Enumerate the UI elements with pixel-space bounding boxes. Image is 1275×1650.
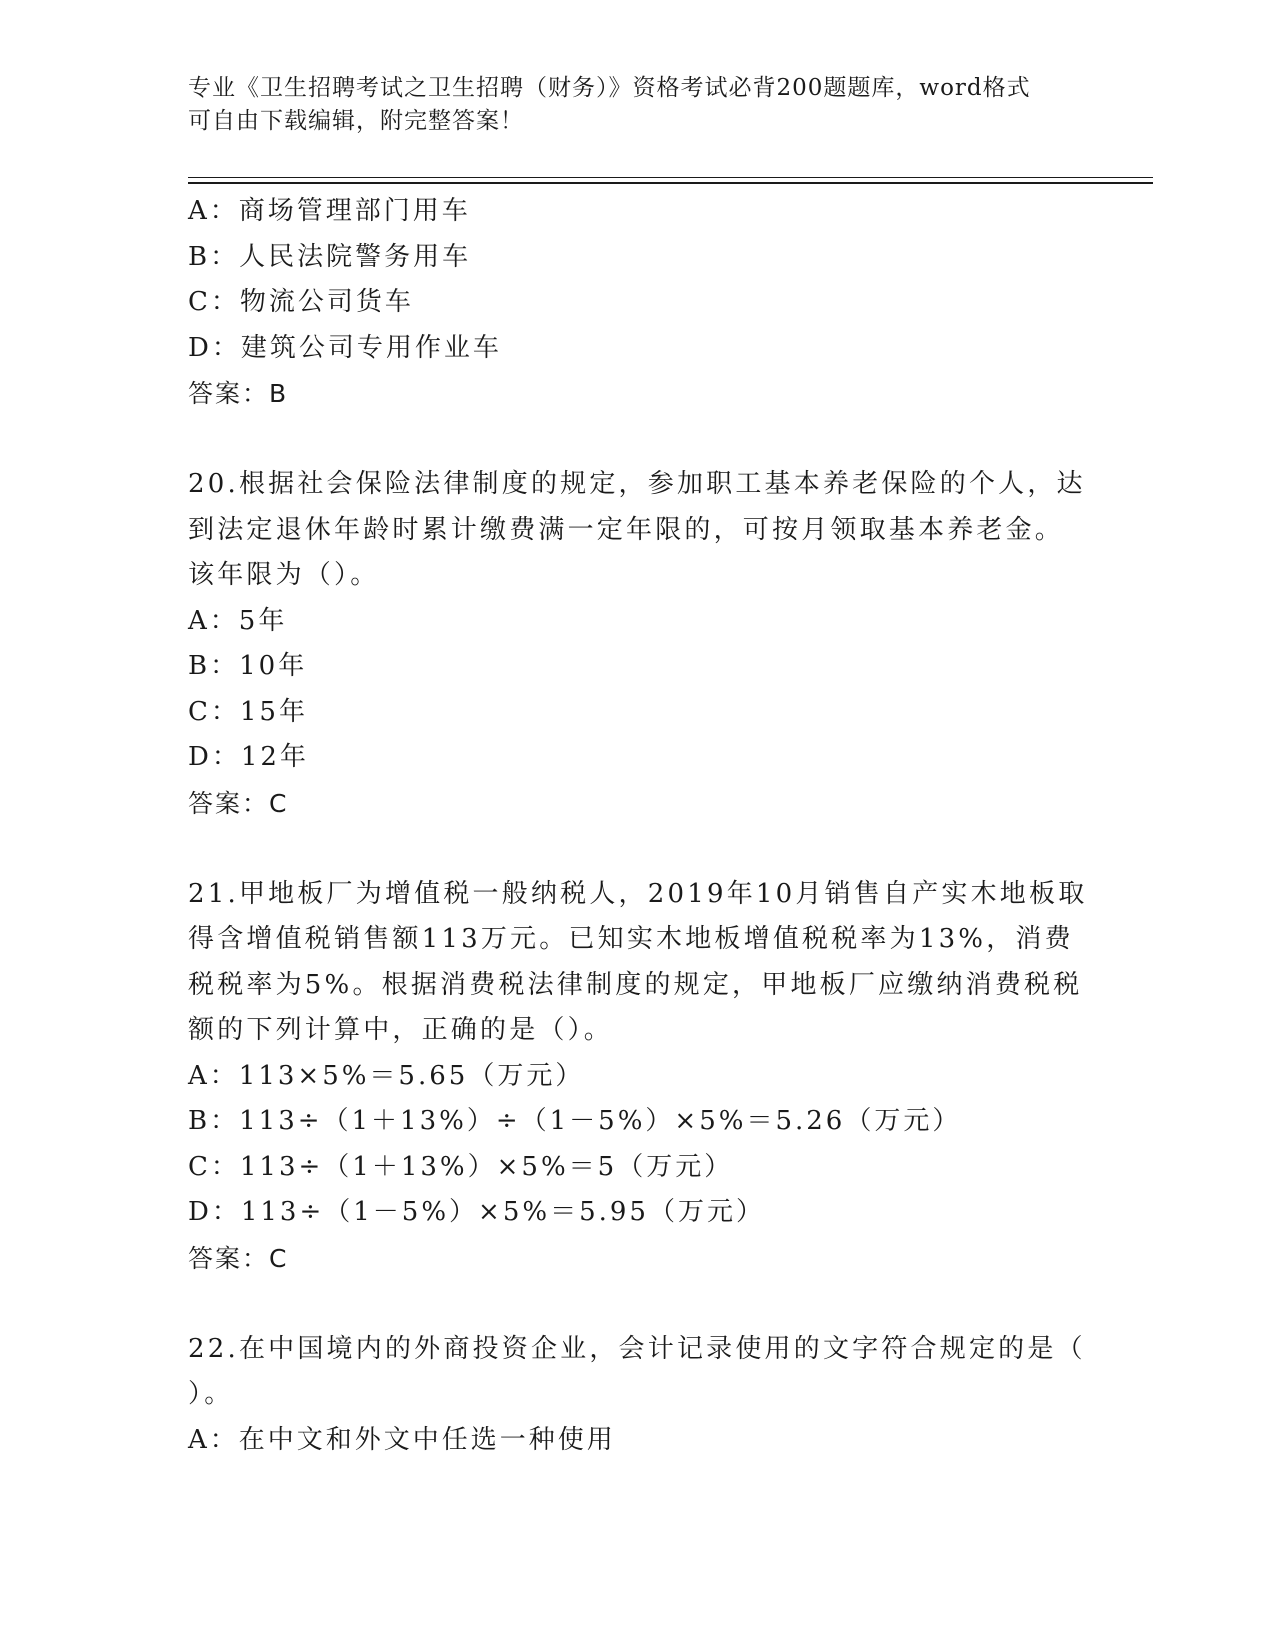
question-stem xyxy=(188,1327,1088,1418)
document-header xyxy=(188,72,1068,138)
option-c: C：物流公司货车 xyxy=(188,287,414,317)
answer-line: 答案：C xyxy=(188,1243,289,1273)
stem-line: 22.在中国境内的外商投资企业，会计记录使用的文字符合规定的是（ xyxy=(188,1333,1086,1364)
option-b: B：10年 xyxy=(188,651,308,681)
question-21 xyxy=(188,872,1088,1282)
option-d: D：建筑公司专用作业车 xyxy=(188,332,502,363)
header-divider-thin xyxy=(188,177,1153,178)
option-a: A：商场管理部门用车 xyxy=(188,196,471,226)
stem-line: 21.甲地板厂为增值税一般纳税人，2019年10月销售自产实木地板取 xyxy=(188,878,1088,909)
answer-line: 答案：B xyxy=(188,379,289,408)
option-d: D：113÷（1－5%）×5%＝5.95（万元） xyxy=(188,1197,765,1227)
stem-line: 该年限为（）。 xyxy=(188,560,380,590)
question-stem xyxy=(188,872,1088,1054)
question-stem xyxy=(188,462,1088,599)
option-c: C：15年 xyxy=(188,696,308,727)
stem-line: 20.根据社会保险法律制度的规定，参加职工基本养老保险的个人，达 xyxy=(188,469,1086,499)
spacer xyxy=(188,1281,1088,1327)
stem-line: 得含增值税销售额113万元。已知实木地板增值税税率为13%，消费 xyxy=(188,924,1074,954)
header-line-1: 专业《卫生招聘考试之卫生招聘（财务）》资格考试必背200题题库，word格式 xyxy=(188,75,1031,101)
stem-line: 额的下列计算中，正确的是（）。 xyxy=(188,1015,614,1045)
stem-line: 到法定退休年龄时累计缴费满一定年限的，可按月领取基本养老金。 xyxy=(188,514,1065,545)
spacer xyxy=(188,826,1088,872)
option-b: B：人民法院警务用车 xyxy=(188,241,472,272)
document-body xyxy=(188,189,1088,1463)
option-a: A：在中文和外文中任选一种使用 xyxy=(188,1424,616,1455)
question-19 xyxy=(188,189,1088,417)
question-20 xyxy=(188,462,1088,826)
header-divider-thick xyxy=(188,182,1153,184)
option-d: D：12年 xyxy=(188,742,309,772)
option-a: A：113×5%＝5.65（万元） xyxy=(188,1060,585,1091)
stem-line: 税税率为5%。根据消费税法律制度的规定，甲地板厂应缴纳消费税税 xyxy=(188,969,1083,1000)
option-a: A：5年 xyxy=(188,605,288,636)
spacer xyxy=(188,417,1088,463)
question-22 xyxy=(188,1327,1088,1464)
option-b: B：113÷（1＋13%）÷（1－5%）×5%＝5.26（万元） xyxy=(188,1106,962,1136)
option-c: C：113÷（1＋13%）×5%＝5（万元） xyxy=(188,1151,734,1182)
stem-line: ）。 xyxy=(188,1379,234,1409)
answer-line: 答案：C xyxy=(188,788,289,818)
header-line-2: 可自由下载编辑，附完整答案！ xyxy=(188,108,524,134)
